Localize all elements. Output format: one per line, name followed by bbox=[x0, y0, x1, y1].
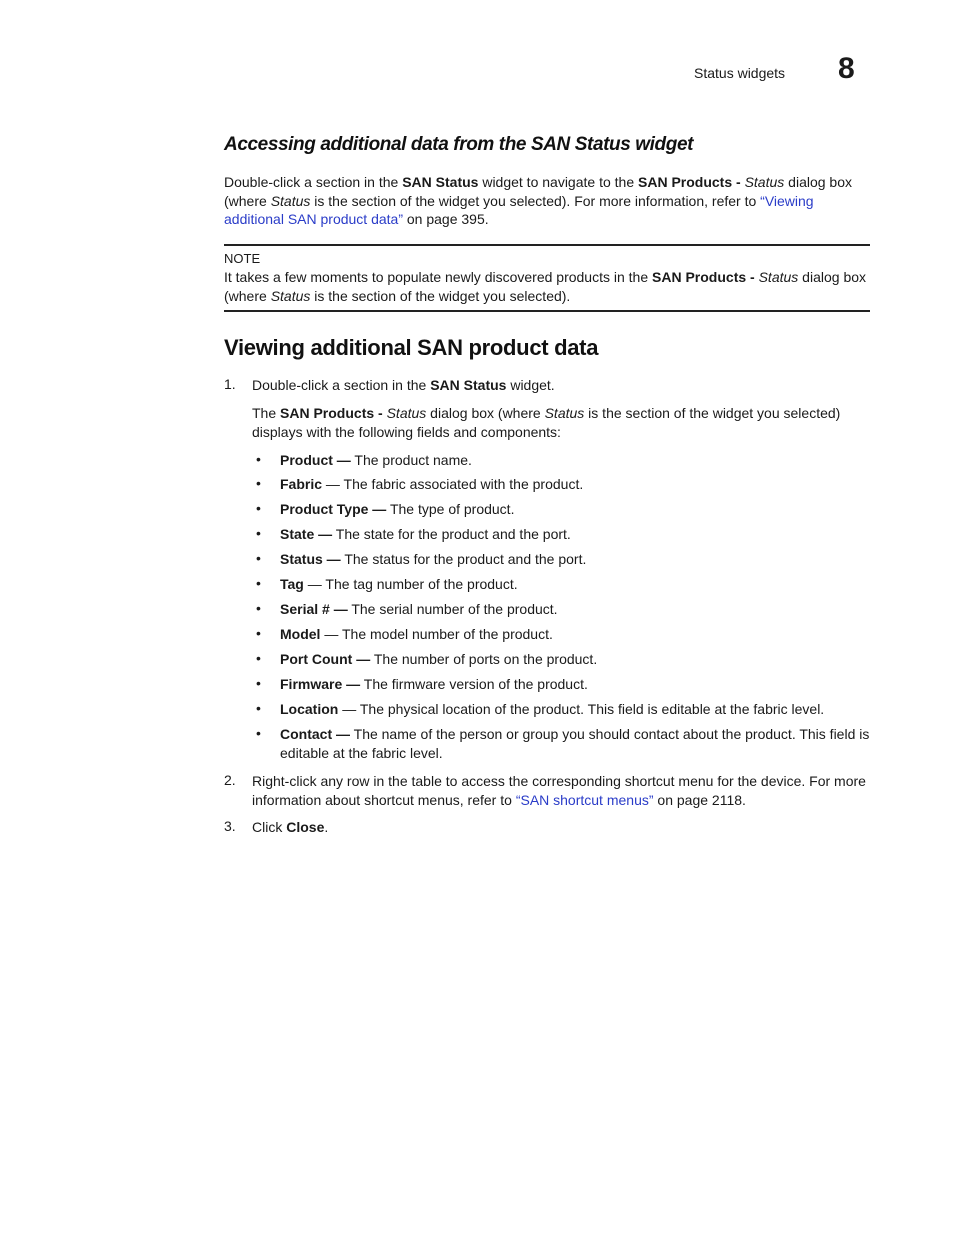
ui-term: SAN Products - bbox=[638, 174, 741, 190]
list-item: State — The state for the product and the port. bbox=[280, 526, 571, 542]
section-heading: Accessing additional data from the SAN Status widget bbox=[224, 134, 694, 155]
running-header-title: Status widgets bbox=[694, 65, 786, 81]
step-1-text: Double-click a section in the SAN Status widget. bbox=[252, 377, 555, 393]
step-number: 1. bbox=[224, 376, 236, 392]
list-item: Port Count — The number of ports on the product. bbox=[280, 651, 598, 667]
bullet-icon: • bbox=[256, 725, 261, 741]
list-item: Firmware — The firmware version of the product. bbox=[280, 676, 588, 692]
step-3-text: Click Close. bbox=[252, 819, 329, 835]
step-2-text: Right-click any row in the table to access the corresponding shortcut menu for the device. For more information about shortcut menus, refer to “SAN shortcut menus” on page 2118. bbox=[252, 773, 866, 808]
cross-reference-link[interactable]: “SAN shortcut menus” bbox=[515, 791, 654, 808]
bullet-icon: • bbox=[256, 600, 261, 616]
list-item: Model — The model number of the product. bbox=[280, 626, 553, 642]
note-text: It takes a few moments to populate newly discovered products in the SAN Products - Status dialog box (where Status is the section of the widget you selected). bbox=[224, 269, 867, 304]
bullet-icon: • bbox=[256, 700, 261, 716]
ui-term: SAN Status bbox=[402, 174, 479, 190]
bullet-icon: • bbox=[256, 451, 261, 467]
step-number: 3. bbox=[224, 818, 236, 834]
list-item: Status — The status for the product and the port. bbox=[280, 551, 587, 567]
list-item: Fabric — The fabric associated with the product. bbox=[280, 476, 584, 492]
main-heading: Viewing additional SAN product data bbox=[224, 335, 599, 360]
cross-reference-link[interactable]: “Viewing additional SAN product data” bbox=[224, 192, 814, 227]
list-item: Product Type — The type of product. bbox=[280, 501, 515, 517]
step-1-description: The SAN Products - Status dialog box (where Status is the section of the widget you selected) displays with the following fields and components: bbox=[252, 405, 841, 440]
bullet-icon: • bbox=[256, 625, 261, 641]
bullet-icon: • bbox=[256, 550, 261, 566]
list-item: Contact — The name of the person or group you should contact about the product. This field is editable at the fabric level. bbox=[280, 726, 870, 761]
bullet-icon: • bbox=[256, 525, 261, 541]
note-label: NOTE bbox=[224, 251, 261, 266]
step-number: 2. bbox=[224, 772, 236, 788]
intro-paragraph: Double-click a section in the SAN Status widget to navigate to the SAN Products - Status dialog box (where Status is the section of the widget you selected). For more information, refer to “Viewing additional SAN product data” on page 395. bbox=[224, 174, 852, 227]
chapter-number: 8 bbox=[838, 52, 855, 85]
bullet-icon: • bbox=[256, 650, 261, 666]
list-item: Product — The product name. bbox=[280, 452, 472, 468]
list-item: Serial # — The serial number of the product. bbox=[280, 601, 558, 617]
list-item: Location — The physical location of the product. This field is editable at the fabric level. bbox=[280, 701, 825, 717]
bullet-icon: • bbox=[256, 675, 261, 691]
bullet-icon: • bbox=[256, 575, 261, 591]
bullet-icon: • bbox=[256, 500, 261, 516]
bullet-icon: • bbox=[256, 475, 261, 491]
note-box bbox=[224, 244, 870, 312]
list-item: Tag — The tag number of the product. bbox=[280, 576, 518, 592]
